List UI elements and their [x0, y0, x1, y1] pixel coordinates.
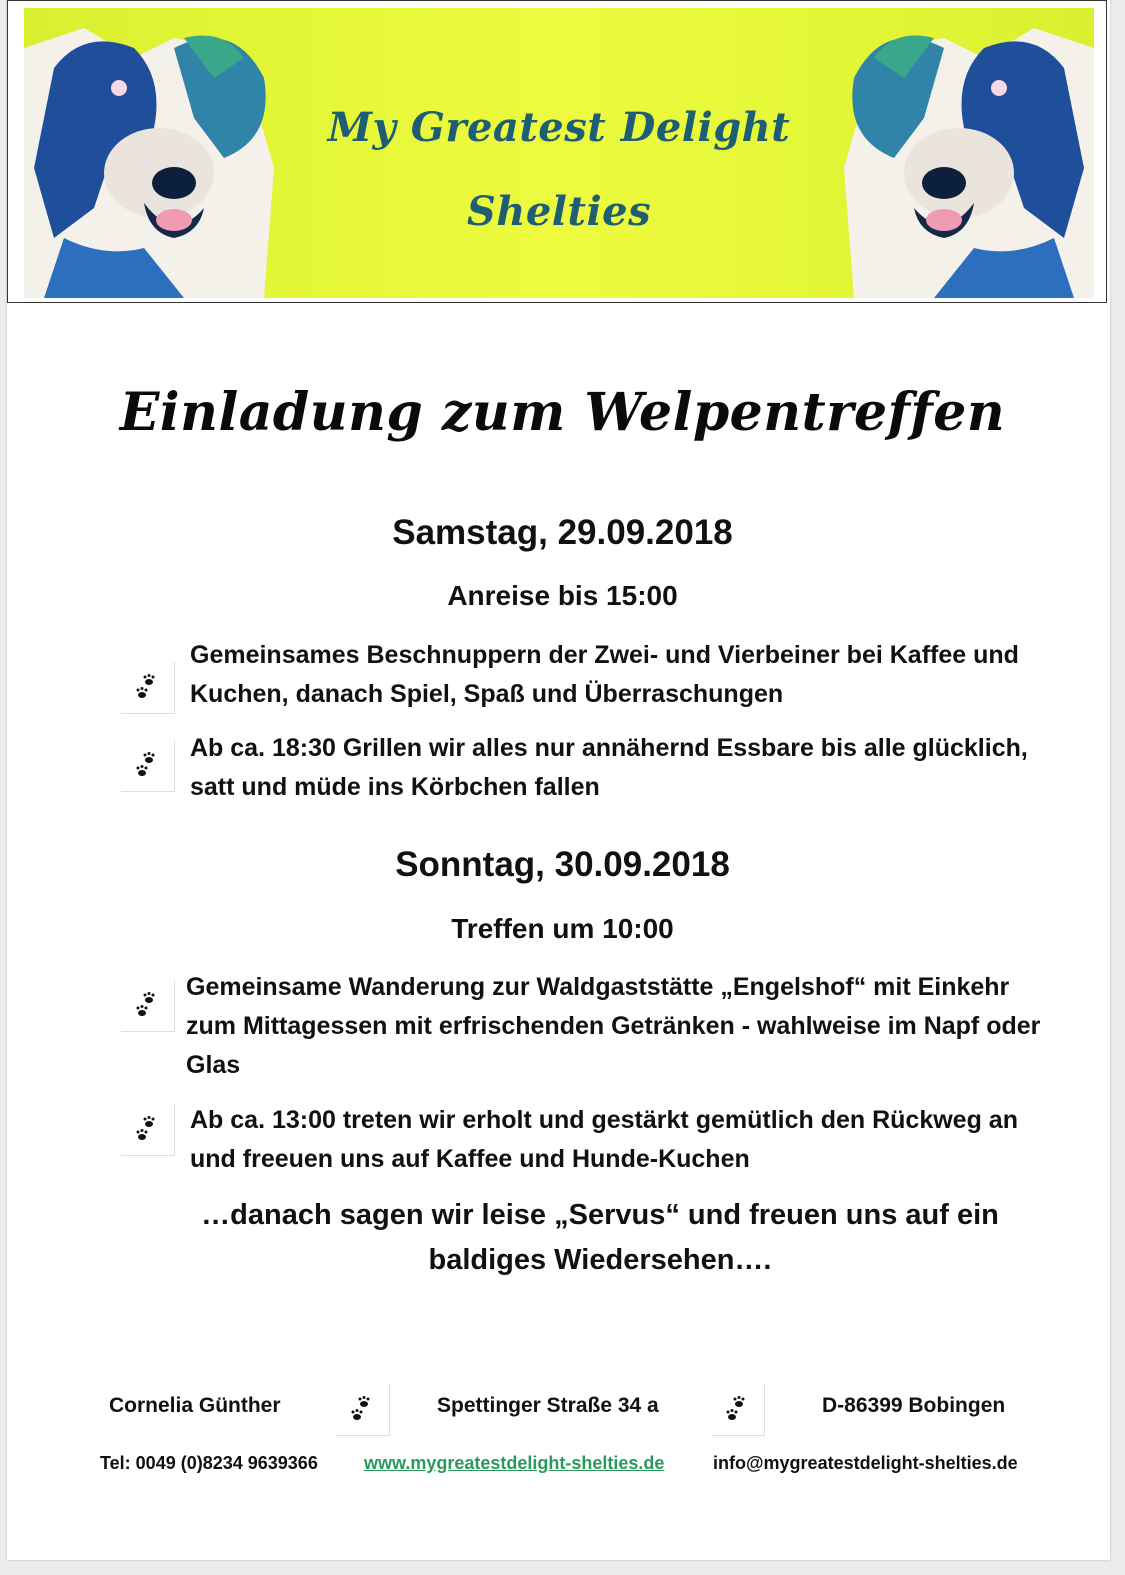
- closing-text: …danach sagen wir leise „Servus“ und freuen uns auf ein baldiges Wiedersehen….: [201, 1199, 999, 1276]
- paw-print-icon: [121, 662, 175, 714]
- footer-address-row: [0, 1394, 1125, 1424]
- day2-date: Sonntag, 30.09.2018: [395, 845, 730, 884]
- paw-print-icon: [121, 1104, 175, 1156]
- footer-name: Cornelia Günther: [109, 1394, 281, 1417]
- invitation-heading: Einladung zum Welpentreffen: [119, 382, 1006, 443]
- day2-item-2: Ab ca. 13:00 treten wir erholt und gestärkt gemütlich den Rückweg an und freeuen uns auf Kaffee und Hunde-Kuchen: [190, 1106, 1018, 1173]
- footer-street: Spettinger Straße 34 a: [437, 1394, 659, 1417]
- banner-title-line1: My Greatest Delight: [327, 104, 791, 151]
- paw-print-icon: [336, 1384, 390, 1436]
- day2-time: Treffen um 10:00: [451, 913, 674, 944]
- website-link[interactable]: www.mygreatestdelight-shelties.de: [364, 1453, 665, 1473]
- paw-print-icon: [711, 1384, 765, 1436]
- banner-title: [24, 86, 1094, 254]
- footer-email[interactable]: info@mygreatestdelight-shelties.de: [713, 1453, 1018, 1473]
- footer-phone: Tel: 0049 (0)8234 9639366: [100, 1453, 318, 1473]
- day2-item-1: Gemeinsame Wanderung zur Waldgaststätte „Engelshof“ mit Einkehr zum Mittagessen mit erfrischenden Getränken - wahlweise im Napf oder Glas: [186, 973, 1041, 1079]
- paw-print-icon: [121, 740, 175, 792]
- day1-item-2: Ab ca. 18:30 Grillen wir alles nur annähernd Essbare bis alle glücklich, satt und müde ins Körbchen fallen: [190, 734, 1028, 801]
- paw-print-icon: [121, 980, 175, 1032]
- day1-time: Anreise bis 15:00: [447, 580, 678, 611]
- day1-date: Samstag, 29.09.2018: [392, 513, 733, 552]
- day1-item-1: Gemeinsames Beschnuppern der Zwei- und Vierbeiner bei Kaffee und Kuchen, danach Spiel, Spaß und Überraschungen: [190, 641, 1019, 708]
- banner: [24, 8, 1094, 298]
- footer-city: D-86399 Bobingen: [822, 1394, 1006, 1417]
- banner-title-line2: Shelties: [466, 188, 652, 235]
- banner-frame: [7, 0, 1107, 303]
